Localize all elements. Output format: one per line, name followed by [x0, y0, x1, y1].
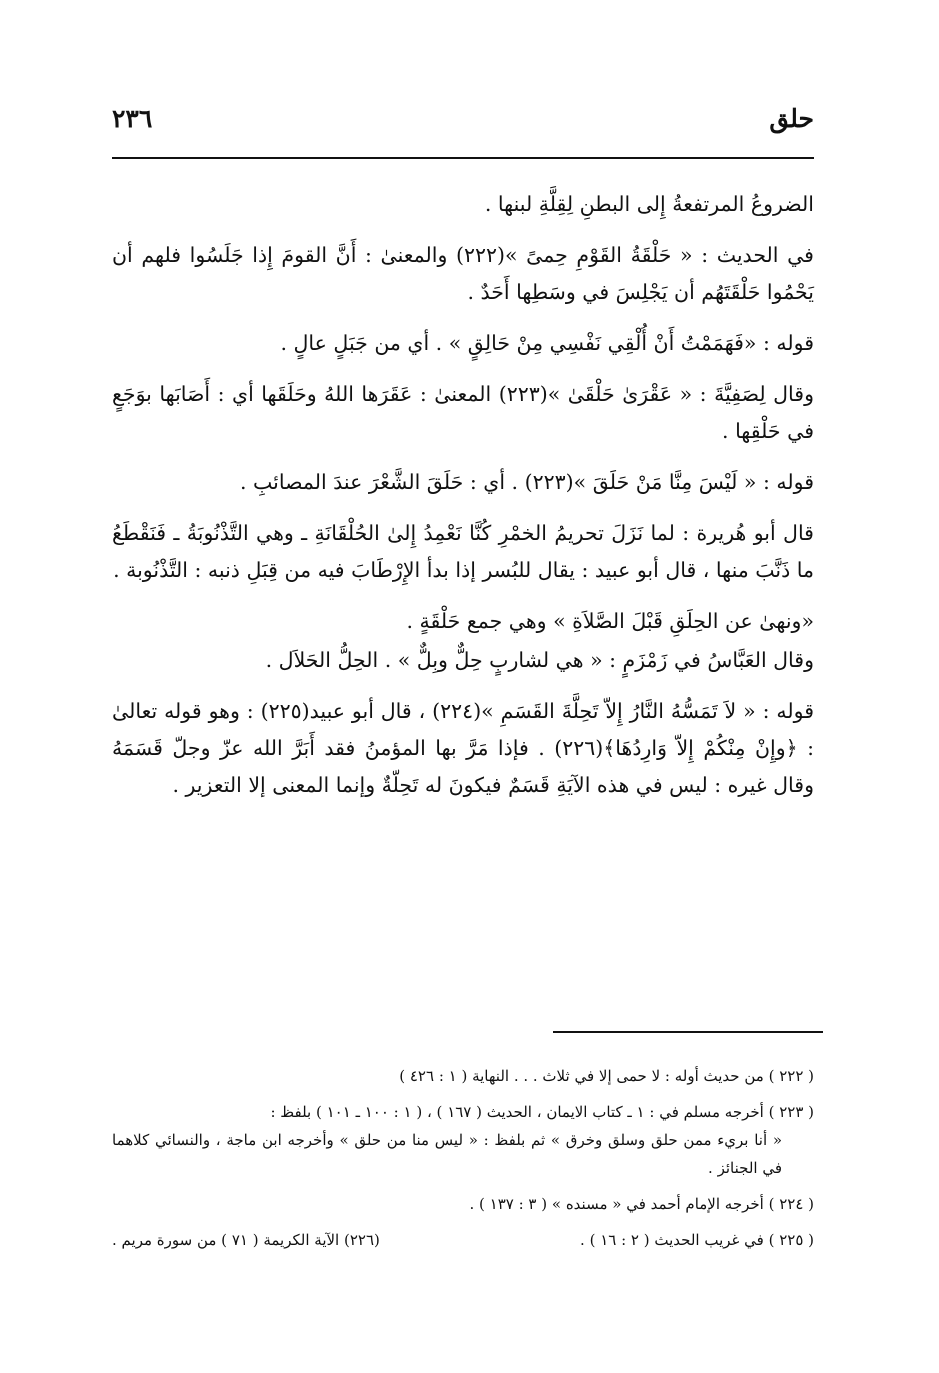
- header-divider: [112, 157, 814, 159]
- running-header-title: حلق: [769, 104, 814, 133]
- paragraph: قال أبو هُريرة : لما نَزَلَ تحريمُ الخمْرِ كُنَّا نَعْمِدُ إِلىٰ الحُلْقَانَةِ ـ وهي التَّذْنُوبَةُ ـ فَنَقْطَعُ ما ذَنَّبَ منها ، قال أبو عبيد : يقال للبُسر إذا بدأ الإِرْطَابَ فيه من قِبَلِ ذنبه : التَّذْنُوبة .: [112, 521, 814, 582]
- page-number: ٢٣٦: [112, 104, 153, 133]
- footnote-223: ( ٢٢٣ ) أخرجه مسلم في : ١ ـ كتاب الايمان ، الحديث ( ١٦٧ ) ، ( ١ : ١٠٠ ـ ١٠١ ) بلفظ :: [270, 1103, 814, 1121]
- footnotes: [112, 1062, 814, 1254]
- paragraph: قوله : « لاَ تَمَسُّهُ النَّارُ إِلاّ تَحِلَّةَ القَسَمِ »(٢٢٤) ، قال أبو عبيد(٢٢٥) : وهو قوله تعالىٰ : ﴿وإِنْ مِنْكُمْ إِلاّ وَارِدُهَا﴾(٢٢٦) . فإذا مَرَّ بها المؤمنُ فقد أَبَرَّ الله عزّ وجلّ قَسَمَهُ وقال غيره : ليس في هذه الآيَةِ قَسَمٌ فيكونَ له تَحِلّةٌ وإنما المعنى إلا التعزير .: [112, 699, 814, 797]
- paragraph: في الحديث : « حَلْقَةُ القَوْمِ حِمىً »(٢٢٢) والمعنىٰ : أَنَّ القومَ إِذا جَلَسُوا فلهم أن يَحْمُوا حَلْقَتَهُم أن يَجْلِسَ في وسَطِها أَحَدٌ .: [112, 243, 814, 304]
- footnote-225: ( ٢٢٥ ) في غريب الحديث ( ٢ : ١٦ ) .: [580, 1231, 814, 1249]
- footnote-224: ( ٢٢٤ ) أخرجه الإمام أحمد في « مسنده » ( ٣ : ١٣٧ ) .: [469, 1195, 814, 1213]
- paragraph: قوله : « لَيْسَ مِنَّا مَنْ حَلَقَ »(٢٢٣) . أي : حَلَقَ الشَّعْرَ عندَ المصائبِ .: [239, 470, 814, 494]
- footnote-222: ( ٢٢٢ ) من حديث أوله : لا حمى إلا في ثلاث . . . النهاية ( ١ : ٤٢٦ ): [399, 1067, 814, 1085]
- paragraph: وقال لِصَفِيَّةَ : « عَقْرَىٰ حَلْقَىٰ »(٢٢٣) المعنىٰ : عَقَرَها اللهُ وحَلَقَها أي : أَصَابَها بوَجَعٍ في حَلْقِها .: [112, 382, 814, 443]
- paragraph: وقال العَبَّاسُ في زَمْزَمٍ : « هي لشاربٍ حِلٌّ وبِلٌّ » . الحِلُّ الحَلاَل .: [265, 648, 814, 672]
- footnote-row: [112, 1226, 814, 1254]
- footnote-223-continuation: « أنا بريء ممن حلق وسلق وخرق » ثم بلفظ : « ليس منا من حلق » وأخرجه ابن ماجة ، والنسائي كلاهما في الجنائز .: [112, 1131, 782, 1177]
- running-header: [112, 104, 814, 144]
- paragraph: قوله : «فَهَمَمْتُ أَنْ أُلْقِي نَفْسِي مِنْ حَالِقٍ » . أي من جَبَلٍ عالٍ .: [280, 331, 814, 355]
- paragraph: «ونهىٰ عن الحِلَقِ قَبْلَ الصَّلاَةِ » وهي جمع حَلْقَةٍ .: [406, 609, 814, 633]
- paragraph: الضروعُ المرتفعةُ إِلى البطنِ لِقِلَّةِ لبنها .: [484, 192, 814, 216]
- footnote-divider: [553, 1031, 823, 1033]
- main-text: [112, 186, 814, 804]
- footnote-226: (٢٢٦) الآية الكريمة ( ٧١ ) من سورة مريم .: [112, 1231, 380, 1249]
